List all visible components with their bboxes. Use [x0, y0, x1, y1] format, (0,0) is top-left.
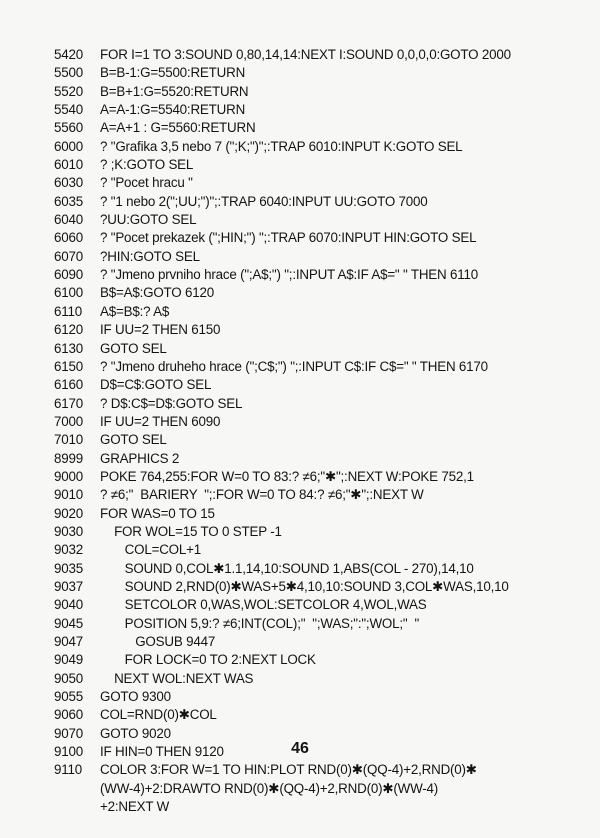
code-line — [54, 706, 554, 724]
line-number: 9035 — [54, 560, 83, 576]
code-line — [54, 761, 554, 779]
line-number: 7010 — [54, 432, 83, 448]
line-code: ? "Pocet hracu " — [100, 175, 193, 191]
line-code: GOTO 9020 — [100, 725, 171, 741]
line-number: 9049 — [54, 652, 83, 668]
line-code: ? ≠6;" BARIERY ";:FOR W=0 TO 84:? ≠6;"✱";:NEXT W — [100, 487, 424, 503]
line-number: 9030 — [54, 523, 83, 539]
line-code: FOR WAS=0 TO 15 — [100, 505, 215, 521]
line-number: 6030 — [54, 175, 83, 191]
line-number: 8999 — [54, 450, 83, 466]
code-line — [54, 413, 554, 431]
line-number: 6120 — [54, 322, 83, 338]
line-code: D$=C$:GOTO SEL — [100, 377, 212, 393]
line-code: FOR I=1 TO 3:SOUND 0,80,14,14:NEXT I:SOUND 0,0,0,0:GOTO 2000 — [100, 47, 511, 62]
code-line — [54, 46, 554, 64]
line-number: 6100 — [54, 285, 83, 301]
code-line — [54, 138, 554, 156]
code-line — [54, 101, 554, 119]
line-number: 9047 — [54, 634, 83, 649]
line-number: 5420 — [54, 47, 83, 62]
line-number: 6035 — [54, 193, 83, 209]
line-code: COL=RND(0)✱COL — [100, 707, 217, 723]
code-line-continuation: +2:NEXT W — [100, 799, 170, 815]
line-number: 9040 — [54, 597, 83, 613]
code-line — [54, 651, 554, 669]
page-number: 46 — [291, 740, 309, 757]
line-code: ? ;K:GOTO SEL — [100, 157, 194, 173]
line-code: ?UU:GOTO SEL — [100, 212, 197, 228]
line-number: 9037 — [54, 578, 83, 594]
line-number: 7000 — [54, 413, 83, 429]
line-code: SETCOLOR 0,WAS,WOL:SETCOLOR 4,WOL,WAS — [100, 597, 427, 613]
code-line — [54, 633, 554, 651]
line-code: GOTO SEL — [100, 432, 167, 448]
line-number: 9010 — [54, 487, 83, 503]
code-line — [54, 450, 554, 468]
line-number: 5520 — [54, 83, 83, 99]
line-code: ? "Jmeno prvniho hrace (";A$;") ";:INPUT A$:IF A$=" " THEN 6110 — [100, 267, 479, 283]
line-number: 6150 — [54, 358, 83, 374]
line-code: B$=A$:GOTO 6120 — [100, 285, 214, 301]
code-line — [54, 541, 554, 559]
code-line — [54, 211, 554, 229]
line-code: COLOR 3:FOR W=1 TO HIN:PLOT RND(0)✱(QQ-4)+2,RND(0)✱ — [100, 762, 477, 778]
line-number: 9000 — [54, 468, 83, 484]
code-line — [54, 376, 554, 394]
code-line — [54, 64, 554, 82]
line-number: 6130 — [54, 340, 83, 356]
code-line — [54, 688, 554, 706]
code-line — [54, 395, 554, 413]
code-line — [54, 156, 554, 174]
code-line — [54, 266, 554, 284]
code-line — [54, 468, 554, 486]
line-code: ? "1 nebo 2(";UU;")";:TRAP 6040:INPUT UU:GOTO 7000 — [100, 193, 428, 209]
line-code: ? "Pocet prekazek (";HIN;") ";:TRAP 6070:INPUT HIN:GOTO SEL — [100, 230, 477, 246]
line-number: 6160 — [54, 377, 83, 393]
code-line — [54, 670, 554, 688]
line-code: B=B+1:G=5520:RETURN — [100, 83, 249, 99]
line-code: A=A-1:G=5540:RETURN — [100, 102, 246, 118]
line-number: 6090 — [54, 267, 83, 283]
code-line — [54, 523, 554, 541]
line-number: 5560 — [54, 120, 83, 136]
code-line — [54, 615, 554, 633]
code-line — [54, 560, 554, 578]
line-code: GOTO SEL — [100, 340, 167, 356]
code-line — [54, 340, 554, 358]
code-line — [54, 83, 554, 101]
line-code: GOTO 9300 — [100, 689, 171, 705]
code-line — [54, 596, 554, 614]
line-code: ? "Grafika 3,5 nebo 7 (";K;")";:TRAP 6010:INPUT K:GOTO SEL — [100, 138, 463, 154]
line-number: 9032 — [54, 542, 83, 558]
code-line — [54, 229, 554, 247]
code-line — [54, 303, 554, 321]
line-number: 9020 — [54, 505, 83, 521]
line-number: 6060 — [54, 230, 83, 246]
line-number: 6000 — [54, 138, 83, 154]
line-code: IF HIN=0 THEN 9120 — [100, 744, 224, 760]
code-line — [54, 284, 554, 302]
line-code: B=B-1:G=5500:RETURN — [100, 65, 246, 81]
line-code: NEXT WOL:NEXT WAS — [100, 670, 254, 686]
code-line-continuation: (WW-4)+2:DRAWTO RND(0)✱(QQ-4)+2,RND(0)✱(WW-4) — [100, 780, 439, 796]
code-line — [54, 174, 554, 192]
line-code: GOSUB 9447 — [100, 634, 216, 649]
line-code: GRAPHICS 2 — [100, 450, 180, 466]
line-code: ? D$:C$=D$:GOTO SEL — [100, 395, 243, 411]
line-code: A=A+1 : G=5560:RETURN — [100, 120, 256, 136]
code-line — [54, 358, 554, 376]
line-number: 9045 — [54, 615, 83, 631]
line-code: SOUND 0,COL✱1.1,14,10:SOUND 1,ABS(COL - 270),14,10 — [100, 560, 474, 576]
line-number: 9055 — [54, 689, 83, 705]
line-number: 9070 — [54, 725, 83, 741]
line-code: COL=COL+1 — [100, 542, 201, 558]
basic-listing — [54, 46, 554, 816]
code-line — [54, 431, 554, 449]
line-code: POSITION 5,9:? ≠6;INT(COL);" ";WAS;":";WOL;" " — [100, 615, 420, 631]
line-number: 5500 — [54, 65, 83, 81]
code-line — [54, 193, 554, 211]
code-line — [54, 119, 554, 137]
line-number: 6110 — [54, 303, 82, 319]
line-number: 6070 — [54, 248, 83, 264]
line-number: 9060 — [54, 707, 83, 723]
code-line — [54, 505, 554, 523]
code-line — [54, 486, 554, 504]
line-number: 9110 — [54, 762, 82, 778]
line-number: 9100 — [54, 744, 83, 760]
line-number: 6170 — [54, 395, 83, 411]
line-code: POKE 764,255:FOR W=0 TO 83:? ≠6;"✱";:NEXT W:POKE 752,1 — [100, 468, 474, 484]
line-number: 5540 — [54, 102, 83, 118]
line-code: A$=B$:? A$ — [100, 303, 170, 319]
line-code: FOR WOL=15 TO 0 STEP -1 — [100, 523, 282, 539]
line-code: SOUND 2,RND(0)✱WAS+5✱4,10,10:SOUND 3,COL✱WAS,10,10 — [100, 578, 509, 594]
line-number: 6010 — [54, 157, 83, 173]
line-number: 9050 — [54, 670, 83, 686]
line-number: 6040 — [54, 212, 83, 228]
code-line — [54, 248, 554, 266]
line-code: ? "Jmeno druheho hrace (";C$;") ";:INPUT C$:IF C$=" " THEN 6170 — [100, 358, 488, 374]
code-line — [54, 578, 554, 596]
line-code: IF UU=2 THEN 6150 — [100, 322, 221, 338]
line-code: FOR LOCK=0 TO 2:NEXT LOCK — [100, 652, 316, 668]
line-code: ?HIN:GOTO SEL — [100, 248, 200, 264]
code-line — [54, 321, 554, 339]
line-code: IF UU=2 THEN 6090 — [100, 413, 221, 429]
